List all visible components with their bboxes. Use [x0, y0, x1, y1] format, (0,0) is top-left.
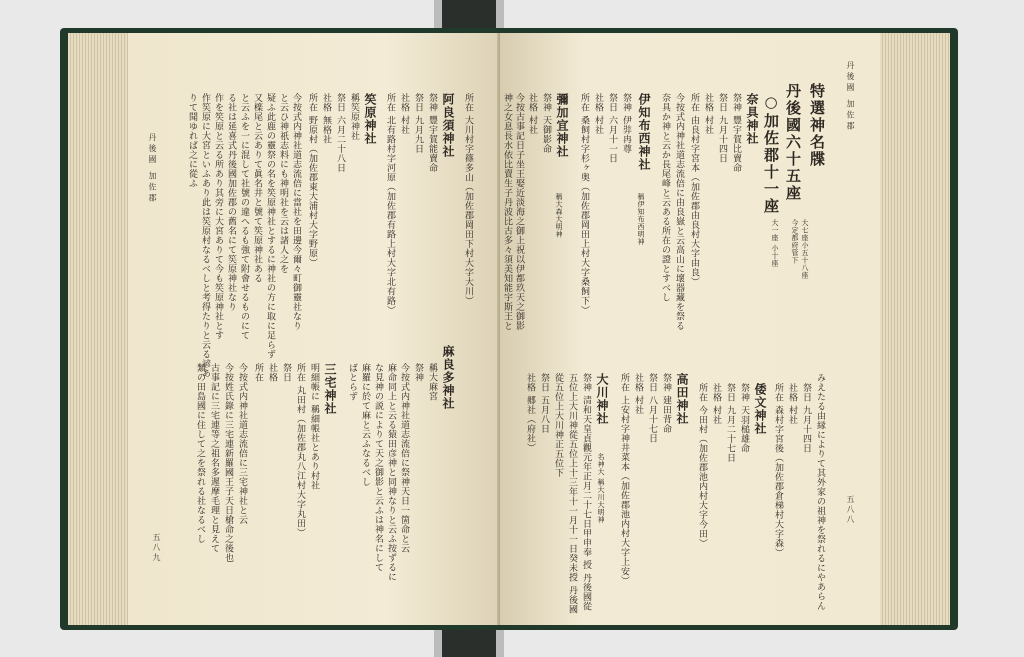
- left-line: ばとらず: [347, 363, 357, 401]
- left-line: 社格 無格社: [321, 93, 331, 144]
- left-line: 所在 野原村（加佐郡東大浦村大字野原）: [307, 93, 317, 268]
- right-line: 奈具か神と云か長尾峰と云ある所在の證とすべし: [660, 93, 670, 302]
- section-title: 阿良須神社: [441, 93, 455, 158]
- page-edges-left: [68, 33, 128, 625]
- right-line: 社格 村社: [593, 93, 603, 135]
- right-line: 社格 村社: [703, 93, 713, 135]
- left-line: 今按式内神社道志流倍に祭神天日一箇命と云: [399, 363, 409, 553]
- right-line: 稱大森大明神: [555, 193, 563, 238]
- right-line: 祭日 九月十四日: [717, 93, 727, 163]
- section-title: 大川神社: [595, 373, 609, 425]
- section-title: 麻良多神社: [441, 345, 455, 410]
- bookmark-ribbon-top: [434, 0, 504, 30]
- right-line: 祭日 九月二十七日: [725, 383, 735, 463]
- right-line: 今按古事記日子坐王娶近淡海之御上祝以伊都玖天之御影: [514, 93, 524, 331]
- left-line: 又檪尾と云ありて眞名井と號て笶原神社ある: [252, 93, 262, 283]
- right-line: 神之女息長水依比賣生子丹波比古多々須美知能宇斯王と: [502, 93, 512, 331]
- left-line: 今按式内神社道志流倍に當社を田邊今爾々町御靈社なり: [291, 93, 301, 331]
- right-line: 祭日 八月十七日: [647, 373, 657, 443]
- left-line: な見神の説によりて天之御影と云ふは神名にして: [373, 363, 383, 572]
- page-edges-right: [880, 33, 950, 625]
- right-line: 從五位上大川神正五位下: [553, 373, 563, 478]
- right-line: 祭神 伊弉冉尊: [621, 93, 631, 154]
- right-line: 所在 上安村字神井菜本（加佐郡池内村大字上安）: [619, 373, 629, 586]
- right-line: 社格 村社: [711, 383, 721, 425]
- left-line: 麻命同上と云る猿田彦神と同神なりと云ふ按ずるに: [386, 363, 396, 582]
- right-line: 所在 今田村（加佐郡池内村大字今田）: [697, 383, 707, 548]
- right-page: [500, 33, 880, 625]
- section-title: 奈具神社: [745, 93, 759, 145]
- right-line: みえたる由縁によりて其外家の祖神を祭れるにやあらん: [815, 373, 825, 611]
- right-line: 社格 郷社（府社）: [525, 373, 535, 453]
- section-title: 三宅神社: [323, 363, 337, 415]
- section-title: 高田神社: [675, 373, 689, 425]
- left-line: 祭神 豐宇賀能賣命: [427, 93, 437, 173]
- right-line: 祭神 豐宇賀比賣命: [731, 93, 741, 173]
- left-line: 稱大麻宮: [427, 363, 437, 401]
- district-note: 大一座 小十座: [771, 219, 779, 267]
- left-line: 疑ふ此鹿の靈祭の名を笶原神社とするに神社の方に取に足らず: [265, 93, 275, 359]
- province-note: 今定都府管下: [791, 219, 799, 264]
- left-line: 明細帳に 稱細帳社とあり村社: [309, 363, 319, 490]
- left-line: 今按姓氏錄に三宅連新羅國王子天日槍命之後也: [223, 363, 233, 563]
- section-title: 伊知布西神社: [637, 93, 651, 171]
- left-line: りて聞ゆれば之に從ふ: [187, 93, 197, 188]
- right-line: 所在 桑飼村字杉ヶ奥（加佐郡岡田上村大字桑飼下）: [579, 93, 589, 315]
- district-heading: ○加佐郡十一座: [762, 93, 780, 215]
- section-title: 彌加宜神社: [555, 93, 569, 158]
- bookmark-ribbon-bottom: [434, 630, 504, 657]
- left-line: 所在: [253, 363, 263, 382]
- right-line: 祭神 天御影命: [541, 93, 551, 154]
- section-title: 笶原神社: [363, 93, 377, 145]
- right-line: 祭日 九月十四日: [801, 383, 811, 453]
- right-line: 名神大 稱大川大明神: [597, 453, 605, 524]
- right-line: 祭日 六月十一日: [607, 93, 617, 163]
- left-line: 所在 北有路村字河原（加佐郡有路上村大字北有路）: [385, 93, 395, 315]
- right-line: 所在 森村字宮後（加佐郡倉梯村大字森）: [773, 383, 783, 558]
- left-running-header: 丹後國 加佐郡: [148, 133, 157, 205]
- right-line: 今按式内神社道志流倍に由良嶽と云高山に壞器藏を祭る: [674, 93, 684, 331]
- right-running-header: 丹後國 加佐郡: [846, 61, 855, 133]
- right-line: 五位上大川神從五位上十三年十一月十一日癸未授 丹後國: [567, 373, 577, 614]
- left-line: 祭日 六月二十八日: [335, 93, 345, 173]
- left-line: 古事記に三宅連等之祖名多遲摩毛理と見えて: [209, 363, 219, 553]
- left-line: 所在 丸田村（加佐郡丸八江村大字丸田）: [295, 363, 305, 538]
- left-line: 祭日 九月九日: [413, 93, 423, 154]
- left-line: 作を笶原と云る所あり其旁に大宮ありて今も笶原神社とす: [213, 93, 223, 340]
- left-line: る社は延喜式丹後國加佐郡の舊名にて笶原神社なり: [226, 93, 236, 312]
- left-line: 稱笶原神社: [349, 93, 359, 141]
- right-page-number: 五八八: [846, 495, 855, 525]
- right-line: 社格 村社: [633, 373, 643, 415]
- left-line: 社格 村社: [399, 93, 409, 135]
- left-line: 麻羅に於て麻と云ふなるべし: [360, 363, 370, 487]
- province-note: 大七座小五十八座: [801, 219, 809, 279]
- left-line: 社格: [267, 363, 277, 382]
- left-page-number: 五八九: [152, 533, 161, 563]
- section-title: 倭文神社: [753, 383, 767, 435]
- left-line: 祭神: [413, 363, 423, 382]
- left-line: 祭日: [281, 363, 291, 382]
- right-line: 祭神 天羽槌雄命: [739, 383, 749, 453]
- right-line: 稱伊知布西明神: [637, 193, 645, 246]
- left-line: 類の田島國に住して之を祭れる社なるべし: [195, 363, 205, 544]
- right-line: 祭神 清和天皇貞觀元年正月二十七日甲申奉 授 丹後國從: [581, 373, 591, 612]
- right-line: 社格 村社: [787, 383, 797, 425]
- right-line: 所在 由良村字宮本（加佐郡由良村大字由良）: [689, 93, 699, 287]
- province-heading: 丹後國六十五座: [784, 83, 802, 202]
- left-line: と云ふを一に混して社號の違へるも強て附會せるものにて: [239, 93, 249, 340]
- left-line: 所在 大川村字篠多山（加佐郡岡田下村大字大川）: [463, 93, 473, 306]
- left-line: 今按式内神社道志流倍に三宅神社と云: [237, 363, 247, 525]
- left-page: [128, 33, 500, 625]
- right-line: 社格 村社: [527, 93, 537, 135]
- left-line: と云ひ神祇志料にも神明社を云は諸人之を: [278, 93, 288, 274]
- document-title: 特選神名牒: [808, 83, 826, 168]
- right-line: 祭日 五月八日: [539, 373, 549, 434]
- right-line: 祭神 建田背命: [661, 373, 671, 434]
- left-line: 作笶原に大宮といふあり此は笶原村なるべしと考得たりと云る諺あ: [200, 93, 210, 378]
